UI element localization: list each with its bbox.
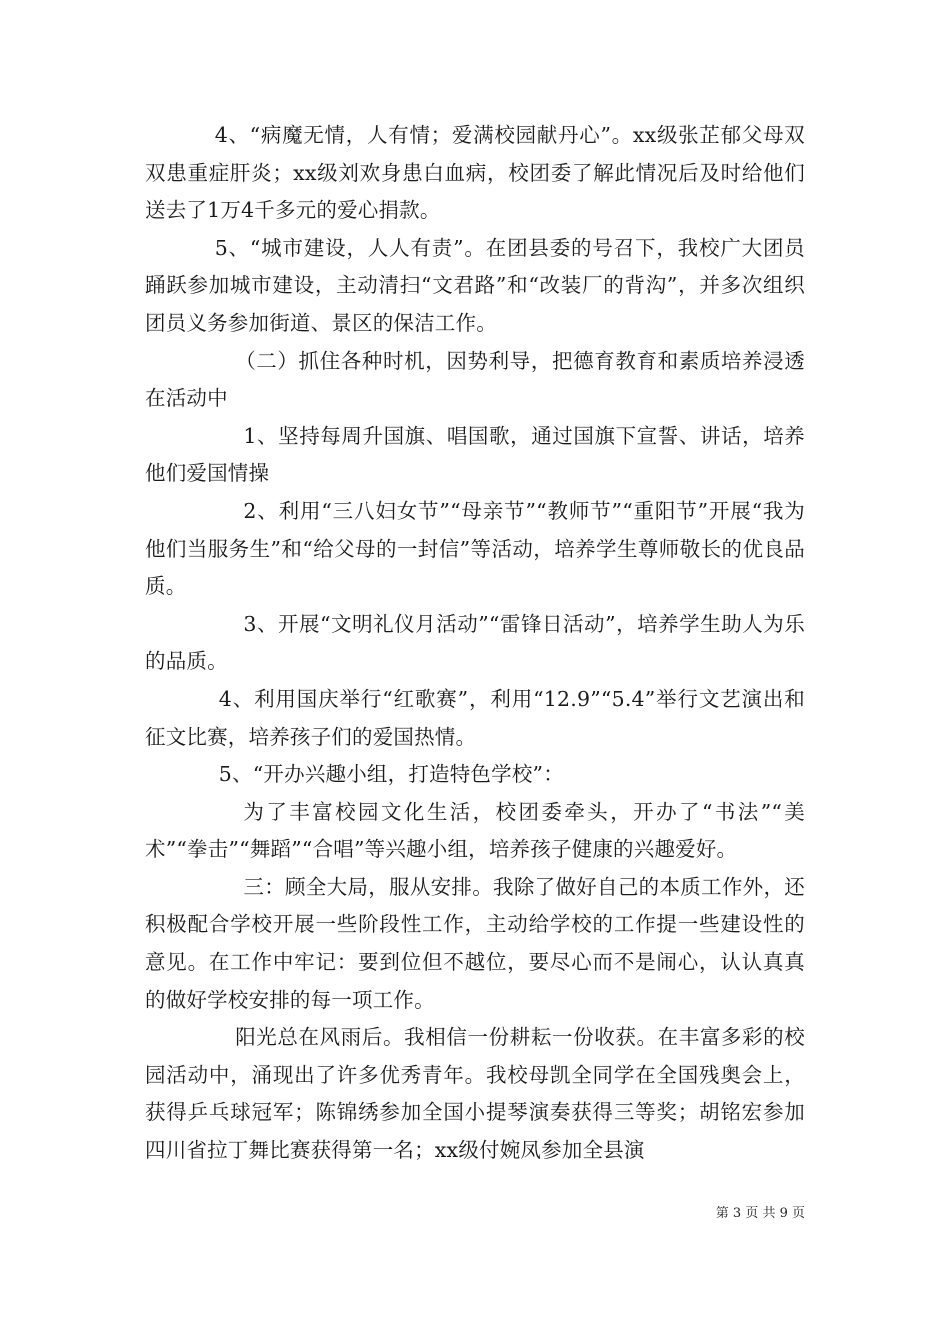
paragraph: 1、坚持每周升国旗、唱国歌，通过国旗下宣誓、讲话，培养他们爱国情操 xyxy=(145,423,805,486)
paragraph: 4、“病魔无情，人有情；爱满校园献丹心”。xx级张芷郁父母双双患重症肝炎；xx级刘欢身患白血病，校团委了解此情况后及时给他们送去了1万4千多元的爱心捐款。 xyxy=(145,123,805,223)
paragraph: 2、利用“三八妇女节”“母亲节”“教师节”“重阳节”开展“我为他们当服务生”和“给父母的一封信”等活动，培养学生尊师敬长的优良品质。 xyxy=(145,498,805,599)
paragraph: 阳光总在风雨后。我相信一份耕耘一份收获。在丰富多彩的校园活动中，涌现出了许多优秀青年。我校母凯全同学在全国残奥会上，获得乒乓球冠军；陈锦绣参加全国小提琴演奏获得三等奖；胡铭宏参加四川省拉丁舞比赛获得第一名；xx级付婉凤参加全县演 xyxy=(145,1025,805,1163)
paragraph: （二）抓住各种时机，因势利导，把德育教育和素质培养浸透在活动中 xyxy=(145,348,805,411)
paragraph: 5、“城市建设，人人有责”。在团县委的号召下，我校广大团员踊跃参加城市建设，主动清扫“文君路”和“改装厂的背沟”，并多次组织团员义务参加街道、景区的保洁工作。 xyxy=(145,235,805,335)
paragraph: 5、“开办兴趣小组，打造特色学校”： xyxy=(218,762,564,787)
page-number: 第 3 页 共 9 页 xyxy=(715,1206,805,1221)
paragraph: 为了丰富校园文化生活，校团委牵头，开办了“书法”“美术”“拳击”“舞蹈”“合唱”等兴趣小组，培养孩子健康的兴趣爱好。 xyxy=(145,799,805,862)
paragraph: 4、利用国庆举行“红歌赛”，利用“12.9”“5.4”举行文艺演出和征文比赛，培养孩子们的爱国热情。 xyxy=(145,686,805,749)
paragraph: 三：顾全大局，服从安排。我除了做好自己的本质工作外，还积极配合学校开展一些阶段性工作，主动给学校的工作提一些建设性的意见。在工作中牢记：要到位但不越位，要尽心而不是闹心，认认真真的做好学校安排的每一项工作。 xyxy=(145,874,805,1012)
paragraph: 3、开展“文明礼仪月活动”“雷锋日活动”，培养学生助人为乐的品质。 xyxy=(145,611,805,674)
body-text xyxy=(145,117,805,1170)
